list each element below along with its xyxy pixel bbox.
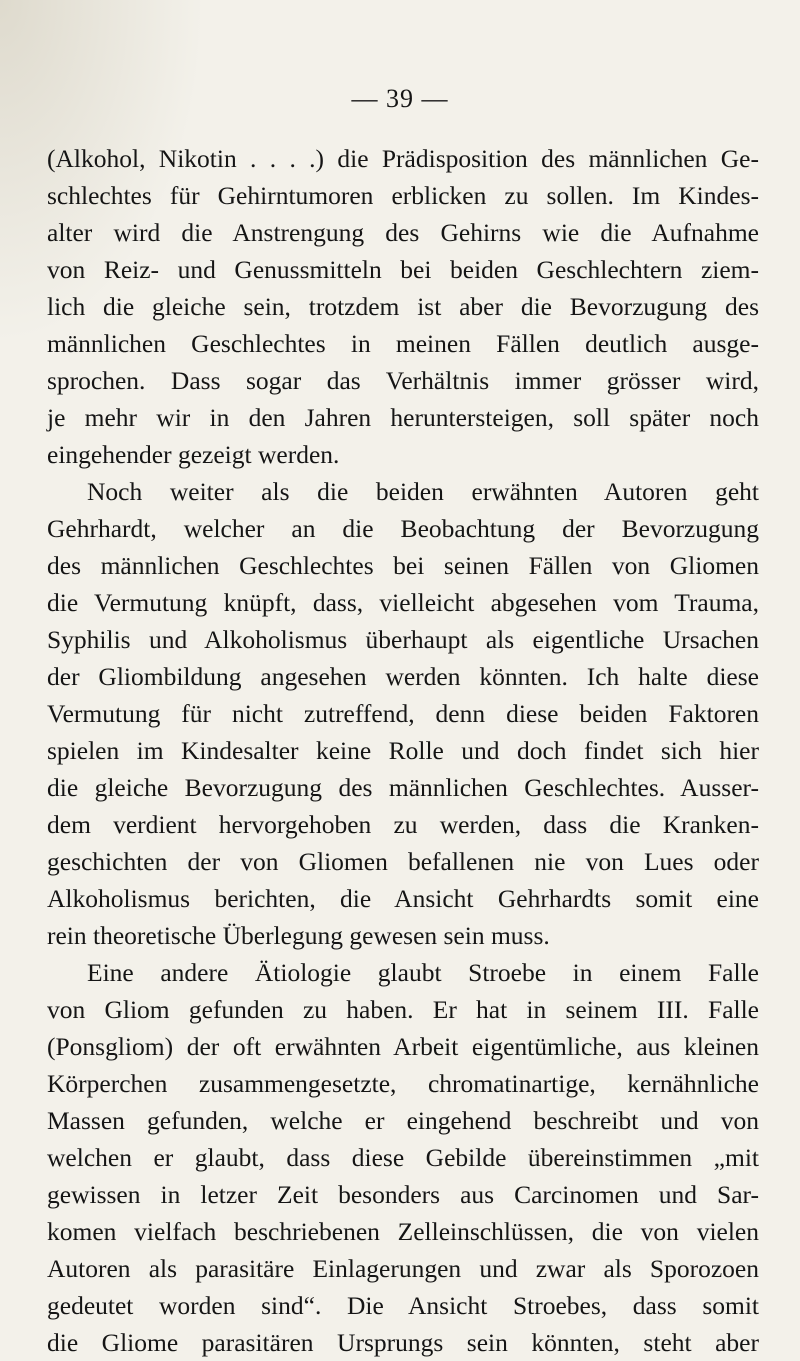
text-line: von Gliom gefunden zu haben. Er hat in seinem III. Falle: [47, 995, 759, 1024]
text-line: Alkoholismus berichten, die Ansicht Gehrhardts somit eine: [47, 884, 759, 913]
text-line: Eine andere Ätiologie glaubt Stroebe in einem Falle: [87, 958, 759, 987]
text-line: gedeutet worden sind“. Die Ansicht Stroebes, dass somit: [47, 1291, 759, 1320]
text-line: spielen im Kindesalter keine Rolle und doch findet sich hier: [47, 736, 759, 765]
text-line: welchen er glaubt, dass diese Gebilde übereinstimmen „mit: [47, 1143, 759, 1172]
text-line: dem verdient hervorgehoben zu werden, dass die Kranken-: [47, 810, 759, 839]
text-line: Autoren als parasitäre Einlagerungen und zwar als Sporozoen: [47, 1254, 759, 1283]
text-line: männlichen Geschlechtes in meinen Fällen deutlich ausge-: [47, 329, 759, 358]
text-line: (Ponsgliom) der oft erwähnten Arbeit eigentümliche, aus kleinen: [47, 1032, 759, 1061]
text-line: die Vermutung knüpft, dass, vielleicht abgesehen vom Trauma,: [47, 588, 759, 617]
text-line: je mehr wir in den Jahren heruntersteigen, soll später noch: [47, 403, 759, 432]
text-line: geschichten der von Gliomen befallenen nie von Lues oder: [47, 847, 759, 876]
text-line: die Gliome parasitären Ursprungs sein könnten, steht aber: [47, 1328, 759, 1357]
text-line: Massen gefunden, welche er eingehend beschreibt und von: [47, 1106, 759, 1135]
text-line: der Gliombildung angesehen werden könnten. Ich halte diese: [47, 662, 759, 691]
text-line: Noch weiter als die beiden erwähnten Autoren geht: [87, 477, 759, 506]
text-line: Körperchen zusammengesetzte, chromatinartige, kernähnliche: [47, 1069, 759, 1098]
text-line: (Alkohol, Nikotin . . . .) die Prädisposition des männlichen Ge-: [47, 144, 759, 173]
text-line: gewissen in letzer Zeit besonders aus Carcinomen und Sar-: [47, 1180, 759, 1209]
text-line: schlechtes für Gehirntumoren erblicken zu sollen. Im Kindes-: [47, 181, 759, 210]
text-line: des männlichen Geschlechtes bei seinen Fällen von Gliomen: [47, 551, 759, 580]
text-line: Gehrhardt, welcher an die Beobachtung der Bevorzugung: [47, 514, 759, 543]
text-line: eingehender gezeigt werden.: [47, 440, 340, 469]
text-line: komen vielfach beschriebenen Zelleinschlüssen, die von vielen: [47, 1217, 759, 1246]
text-line: alter wird die Anstrengung des Gehirns wie die Aufnahme: [47, 218, 759, 247]
text-line: die gleiche Bevorzugung des männlichen Geschlechtes. Ausser-: [47, 773, 759, 802]
text-line: lich die gleiche sein, trotzdem ist aber die Bevorzugung des: [47, 292, 759, 321]
text-line: Syphilis und Alkoholismus überhaupt als eigentliche Ursachen: [47, 625, 759, 654]
text-line: sprochen. Dass sogar das Verhältnis immer grösser wird,: [47, 366, 759, 395]
text-line: rein theoretische Überlegung gewesen sein muss.: [47, 921, 550, 950]
text-line: von Reiz- und Genussmitteln bei beiden Geschlechtern ziem-: [47, 255, 759, 284]
text-line: Vermutung für nicht zutreffend, denn diese beiden Faktoren: [47, 699, 759, 728]
page-number-header: — 39 —: [351, 84, 449, 113]
